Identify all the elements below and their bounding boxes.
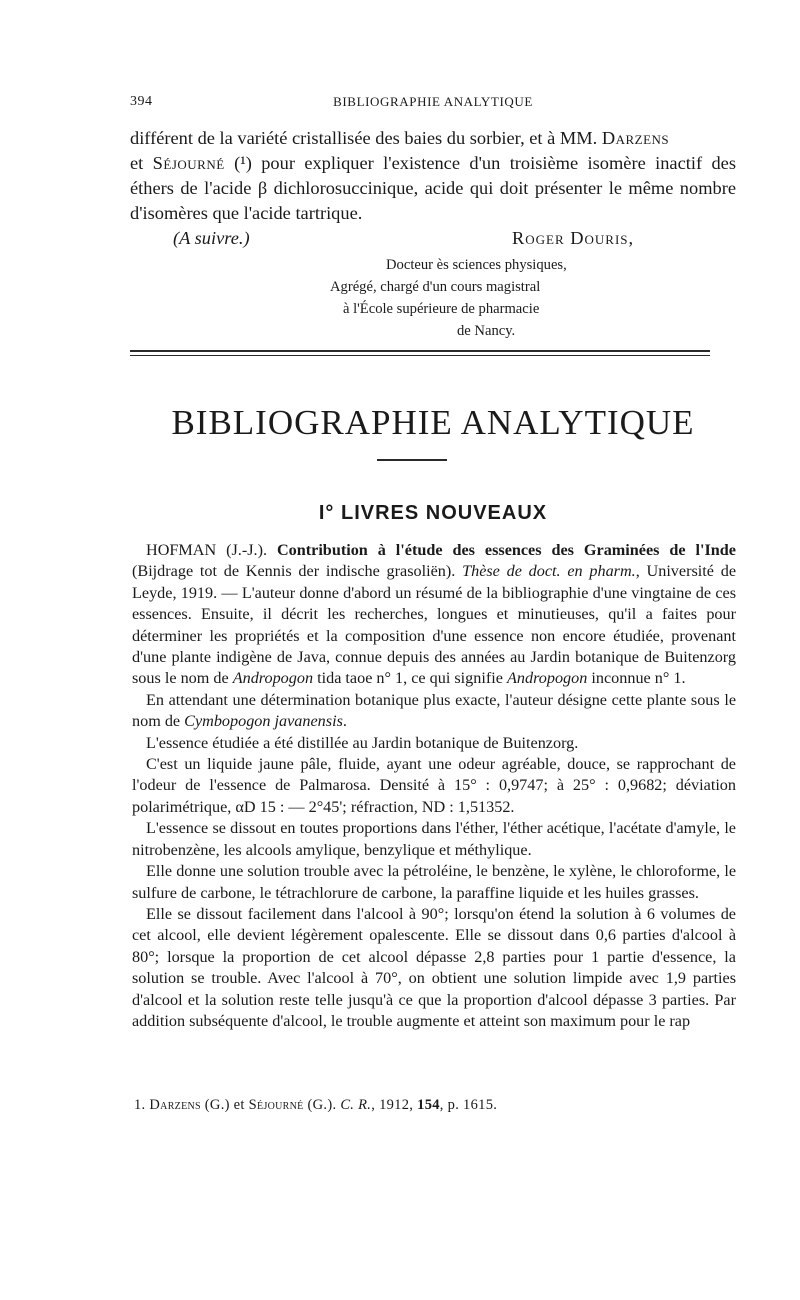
review-paragraph: L'essence se dissout en toutes proportions dans l'éther, l'éther acétique, l'acétate d'amyle, le nitrobenzène, les alcools amylique, benzylique et méthylique. [132,819,736,859]
footnote-text: , p. 1615. [439,1097,498,1113]
author-affiliation [330,254,736,342]
footnote-text: (G.). [303,1097,341,1113]
footnote-number: 1. [134,1097,150,1113]
review-text: (Bijdrage tot de Kennis der indische grasoliën). [132,562,463,581]
footnote-text: , 1912, [371,1097,418,1113]
intro-paragraph [130,126,736,226]
page-number: 394 [130,94,153,109]
review-text-italic: Thèse de doct. en pharm. [462,562,636,581]
name-sejourne: Séjourné [152,153,225,173]
review-text-italic: Cymbopogon javanensis [184,712,343,731]
review-paragraph: Elle donne une solution trouble avec la pétroléine, le benzène, le xylène, le chloroforme, le sulfure de carbone, le tétrachlorure de carbone, la paraffine liquide et les huiles grasses. [132,862,736,902]
affiliation-line: de Nancy. [457,323,516,339]
intro-text-1: différent de la variété cristallisée des baies du sorbier, et à MM. [130,128,602,148]
footnote-journal: C. R. [340,1097,372,1113]
footnote-author: Darzens [149,1097,201,1113]
review-text-italic: Andropogon [507,669,588,688]
section-divider-thin [130,355,710,356]
review-paragraph [132,540,736,690]
affiliation-line: à l'École supérieure de pharmacie [343,301,540,317]
section-divider [130,350,710,352]
name-darzens: Darzens [601,128,670,148]
review-paragraph: C'est un liquide jaune pâle, fluide, ayant une odeur agréable, douce, se rapprochant de l'odeur de l'essence de Palmarosa. Densité à 15° : 0,9747; à 25° : 0,9682; déviation polarimétrique, αD 15 : — 2°45'; réfraction, ND : 1,51352. [132,755,736,816]
review-text: En attendant une détermination botanique plus exacte, l'auteur désigne cette plante sous le nom de [132,690,736,731]
intro-text-3: (¹) pour expliquer l'existence d'un troisième isomère inactif des éthers de l'acide β dichlorosuccinique, acide qui doit présenter le même nombre d'isomères que l'acide tartrique. [130,153,736,223]
review-paragraph [132,690,736,733]
review-text: tida taoe n° 1, ce qui signifie [313,669,507,688]
subsection-title: I° LIVRES NOUVEAUX [318,502,548,524]
footnote-volume: 154 [417,1097,440,1113]
review-text: . [342,712,347,731]
review-text-italic: Andropogon [232,669,314,688]
review-text: , Université de Leyde, 1919. — L'auteur donne d'abord un résumé de la bibliographie d'une vingtaine de ces essences. Ensuite, il décrit les recherches, longues et minutieuses, qu'il a faites pour déterminer les propriétés et la composition d'une essence non encore étudiée, provenant d'une plante indigène de Java, connue depuis des années au Jardin botanique de Buitenzorg sous le nom de [132,562,737,688]
running-head: BIBLIOGRAPHIE ANALYTIQUE [333,94,533,109]
review-title: Contribution à l'étude des essences des Graminées de l'Inde [276,541,736,559]
author-signature: Roger Douris, [512,228,635,248]
review-text: inconnue n° 1. [587,669,686,688]
footnote [134,1097,734,1114]
title-underline [377,459,447,461]
footnote-text: (G.) et [200,1097,249,1113]
review-paragraph: L'essence étudiée a été distillée au Jardin botanique de Buitenzorg. [146,733,579,752]
review-author: HOFMAN (J.-J.). [146,541,277,559]
affiliation-line: Docteur ès sciences physiques, [386,257,567,273]
review-paragraph: Elle se dissout facilement dans l'alcool à 90°; lorsqu'on étend la solution à 6 volumes de cet alcool, elle devient légèrement opalescente. Elle se dissout dans 0,6 parties d'alcool à 80°; lorsque la proportion de cet alcool dépasse 2,8 parties pour 1 partie d'essence, la solution se trouble. Avec l'alcool à 70°, on obtient une solution limpide avec 1,9 parties d'alcool et la solution reste telle jusqu'à ce que la proportion d'alcool dépasse 3 parties. Par addition subséquente d'alcool, le trouble augmente et atteint son maximum pour le rap [132,904,736,1030]
review-body [132,540,736,1032]
intro-text-2: et [130,153,153,173]
affiliation-line: Agrégé, chargé d'un cours magistral [330,279,541,295]
footnote-author: Séjourné [248,1097,304,1113]
to-be-continued: (A suivre.) [173,228,250,248]
section-title: BIBLIOGRAPHIE ANALYTIQUE [171,403,695,442]
